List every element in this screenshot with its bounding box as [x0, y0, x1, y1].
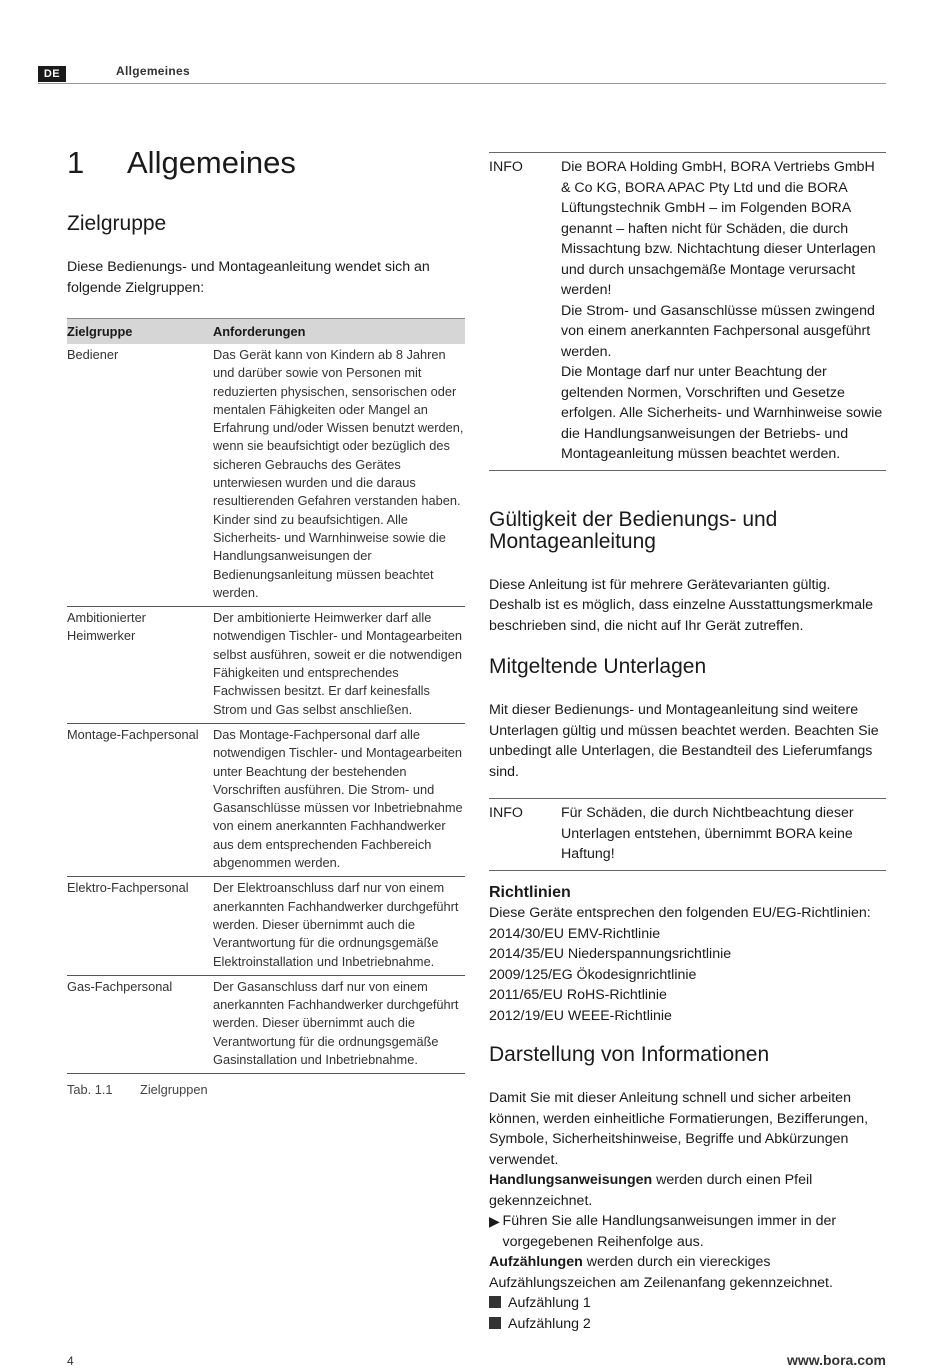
table-row: [67, 344, 465, 606]
aufzaehlung-description: [489, 1252, 886, 1293]
chapter-heading: [67, 140, 465, 186]
table-cell-group: Elektro-Fachpersonal: [67, 880, 189, 896]
info-label: INFO: [489, 159, 523, 175]
bullet-list-item: [489, 1314, 886, 1335]
zielgruppe-heading: Zielgruppe: [67, 212, 167, 235]
richtlinie-item: 2014/35/EU Niederspannungsrichtlinie: [489, 946, 732, 962]
square-bullet-icon: [489, 1296, 501, 1308]
table-cell-group: Ambitionierter Heimwerker: [67, 610, 146, 644]
chapter-number: 1: [67, 145, 85, 180]
table-cell-requirements: Der Elektroanschluss darf nur von einem anerkannten Fachhandwerker durchgeführt werden. Dieser übernimmt auch die Verantwortung für die ordnungsgemäße Elektroinstallation und Inbetriebnahme.: [213, 880, 459, 969]
table-caption-text: Zielgruppen: [140, 1082, 208, 1098]
darstellung-text: Damit Sie mit dieser Anleitung schnell und sicher arbeiten können, werden einheitliche Formatierungen, Bezifferungen, Symbole, Sicherheitshinweise, Begriffe und Abkürzungen verwendet.: [489, 1090, 869, 1168]
bullet-text: Aufzählung 1: [508, 1295, 591, 1311]
richtlinie-item: 2011/65/EU RoHS-Richtlinie: [489, 987, 667, 1003]
table-header-row: [67, 318, 465, 344]
darstellung-heading: Darstellung von Informationen: [489, 1043, 770, 1066]
info-box-damages: [489, 798, 886, 871]
page-header: [38, 64, 886, 84]
arrow-right-icon: ▶: [489, 1213, 500, 1229]
zielgruppen-table: [67, 318, 465, 1074]
table-cell-group: Montage-Fachpersonal: [67, 726, 199, 742]
table-header-requirements: Anforderungen: [213, 324, 306, 339]
bullet-list-item: [489, 1293, 886, 1314]
language-badge: DE: [38, 66, 66, 82]
bullet-text: Aufzählung 2: [508, 1315, 591, 1332]
table-cell-group: Bediener: [67, 347, 119, 362]
mitgeltende-text: Mit dieser Bedienungs- und Montageanleitung sind weitere Unterlagen gültig und müssen beachtet werden. Beachten Sie unbedingt alle Unterlagen, die Bestandteil des Lieferumfangs sind.: [489, 702, 879, 780]
chapter-title: Allgemeines: [127, 145, 296, 180]
info-paragraph: Die Strom- und Gasanschlüsse müssen zwingend von einem anerkannten Fachpersonal ausgeführt werden.: [561, 302, 875, 360]
info-label: INFO: [489, 805, 523, 821]
info-text: [561, 157, 886, 465]
footer-url: www.bora.com: [786, 1352, 886, 1368]
table-row: [67, 723, 465, 876]
table-caption: [67, 1082, 465, 1097]
table-cell-requirements: Das Gerät kann von Kindern ab 8 Jahren und darüber sowie von Personen mit reduzierten physischen, sensorischen oder mentalen Fähigkeiten oder Mangel an Erfahrung und/oder Wissen benutzt werden, wenn sie beaufsichtigt oder bezüglich des sicheren Gebrauchs des Gerätes unterwiesen wurden und die daraus resultierenden Gefahren verstanden haben. Kinder sind zu beaufsichtigen. Alle Sicherheits- und Warnhinweise sowie die Handlungsanweisungen der Bedienungsanleitung müssen beachtet werden.: [213, 347, 464, 600]
table-caption-number: Tab. 1.1: [67, 1082, 113, 1098]
table-cell-requirements: Der Gasanschluss darf nur von einem anerkannten Fachhandwerker durchgeführt werden. Dieser übernimmt auch die Verantwortung für die ordnungsgemäße Gasinstallation und Inbetriebnahme.: [213, 978, 459, 1067]
info-box-liability: [489, 152, 886, 471]
aufzaehlung-rest: werden durch ein viereckiges Aufzählungszeichen am Zeilenanfang gekennzeichnet.: [489, 1254, 833, 1291]
richtlinien-heading: Richtlinien: [489, 883, 571, 901]
table-cell-requirements: Der ambitionierte Heimwerker darf alle notwendigen Tischler- und Montagearbeiten selbst ausführen, soweit er die notwendigen Fähigkeiten und entsprechendes Fachwissen besitzt. Er darf keinesfalls Strom und Gas selbst anschließen.: [213, 610, 462, 717]
table-row: [67, 876, 465, 974]
right-column: [489, 152, 886, 1334]
gueltigkeit-heading: Gültigkeit der Bedienungs- und Montageanleitung: [489, 507, 778, 553]
info-paragraph: Die BORA Holding GmbH, BORA Vertriebs GmbH & Co KG, BORA APAC Pty Ltd und die BORA Lüftungstechnik GmbH – im Folgenden BORA genannt – haften nicht für Schäden, die durch Missachtung bzw. Nichtachtung dieser Unterlagen und durch unsachgemäße Montage verursacht werden!: [561, 159, 876, 298]
zielgruppe-intro: Diese Bedienungs- und Montageanleitung wendet sich an folgende Zielgruppen:: [67, 259, 430, 296]
page-number: 4: [67, 1354, 74, 1368]
aufzaehlung-term: Aufzählungen: [489, 1254, 583, 1270]
table-cell-group: Gas-Fachpersonal: [67, 978, 173, 994]
gueltigkeit-text: Diese Anleitung ist für mehrere Gerätevarianten gültig. Deshalb ist es möglich, dass einzelne Ausstattungsmerkmale beschrieben sind, die nicht auf Ihr Gerät zutreffen.: [489, 576, 874, 634]
richtlinien-intro: Diese Geräte entsprechen den folgenden EU/EG-Richtlinien:: [489, 905, 871, 921]
handlung-description: [489, 1170, 886, 1211]
square-bullet-icon: [489, 1317, 501, 1329]
richtlinie-item: 2012/19/EU WEEE-Richtlinie: [489, 1007, 672, 1024]
table-row: [67, 606, 465, 723]
richtlinie-item: 2009/125/EG Ökodesignrichtlinie: [489, 966, 697, 983]
table-row: [67, 975, 465, 1073]
table-header-group: Zielgruppe: [67, 324, 133, 339]
mitgeltende-heading: Mitgeltende Unterlagen: [489, 655, 707, 678]
arrow-list-item: [489, 1211, 886, 1252]
info-paragraph: Die Montage darf nur unter Beachtung der geltenden Normen, Vorschriften und Gesetze erfolgen. Alle Sicherheits- und Warnhinweise sowie die Handlungsanweisungen der Betriebs- und Montageanleitung müssen beachtet werden.: [561, 364, 883, 462]
handlung-rest: werden durch einen Pfeil gekennzeichnet.: [489, 1172, 813, 1209]
info-text: Für Schäden, die durch Nichtbeachtung dieser Unterlagen entstehen, übernimmt BORA keine Haftung!: [561, 805, 854, 862]
handlung-term: Handlungsanweisungen: [489, 1172, 653, 1188]
arrow-item-text: Führen Sie alle Handlungsanweisungen immer in der vorgegebenen Reihenfolge aus.: [502, 1213, 837, 1250]
left-column: [67, 140, 465, 1097]
header-title: Allgemeines: [116, 64, 190, 78]
table-cell-requirements: Das Montage-Fachpersonal darf alle notwendigen Tischler- und Montagearbeiten unter Beachtung der bestehenden Vorschriften ausführen. Die Strom- und Gasanschlüsse müssen vor Inbetriebnahme von einem anerkannten Fachhandwerker aus dem entsprechenden Fachbereich abgenommen werden.: [213, 726, 463, 871]
richtlinie-item: 2014/30/EU EMV-Richtlinie: [489, 925, 661, 942]
